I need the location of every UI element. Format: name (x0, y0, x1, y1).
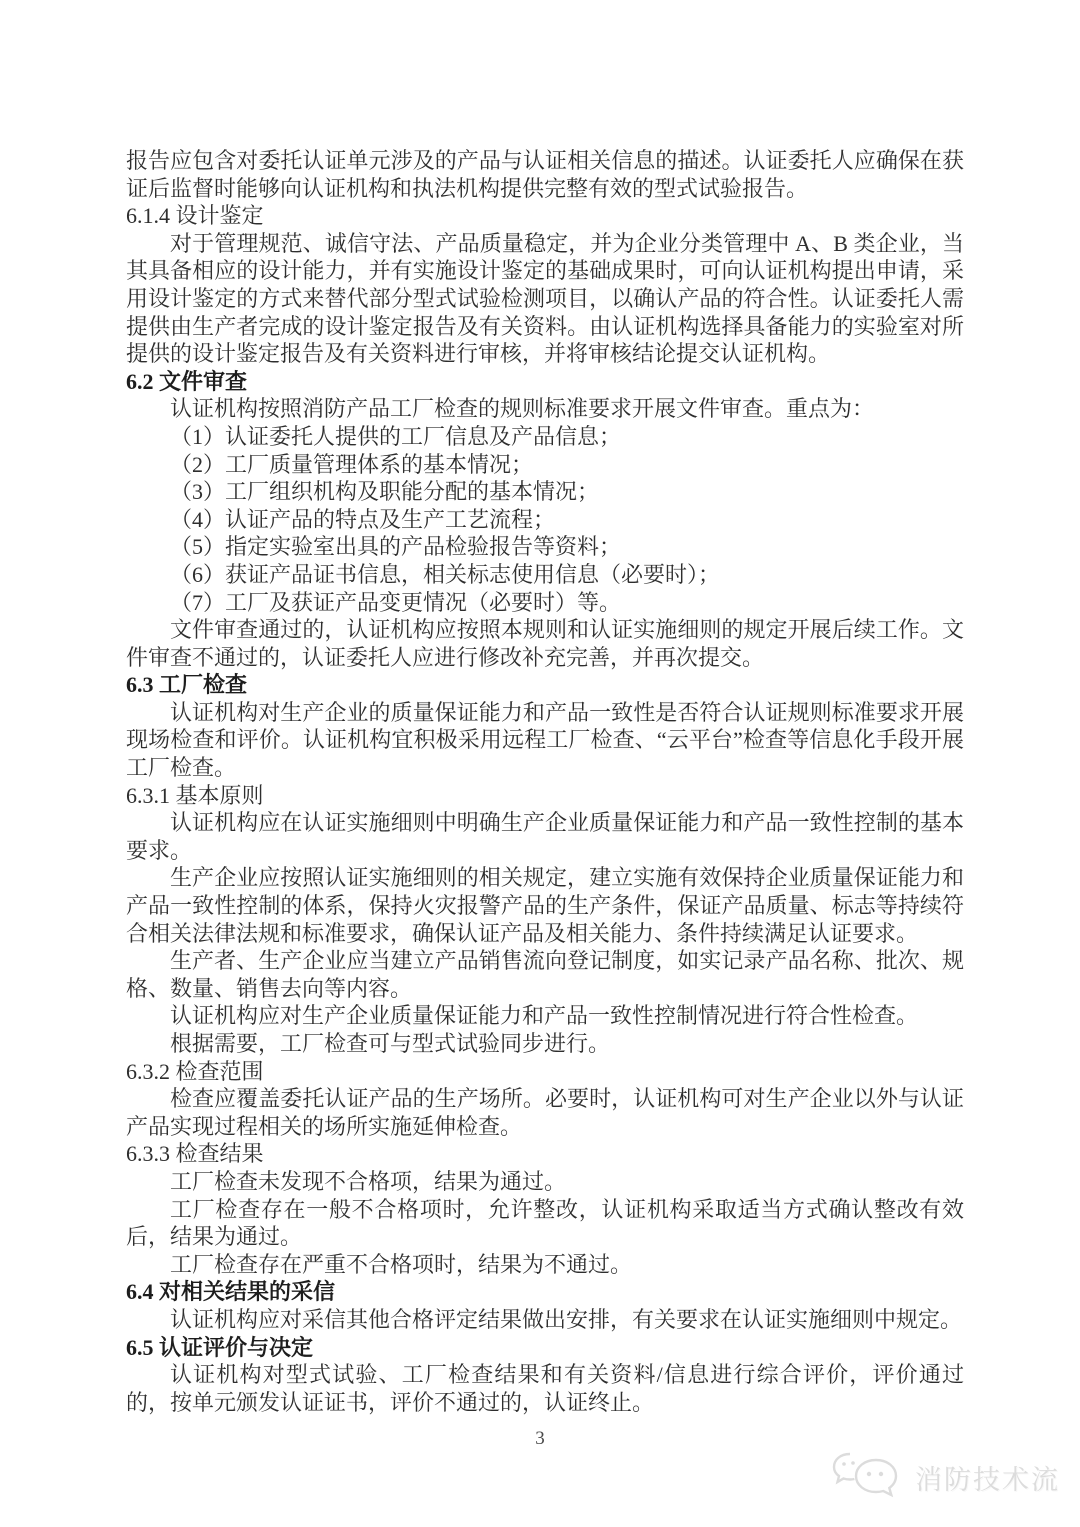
text-block: 6.3.3 检查结果 (126, 1141, 264, 1167)
text-block: 认证机构应在认证实施细则中明确生产企业质量保证能力和产品一致性控制的基本要求。 (126, 810, 964, 863)
text-block: 6.3 工厂检查 (126, 672, 248, 698)
text-block: 工厂检查存在严重不合格项时，结果为不通过。 (170, 1251, 633, 1277)
text-block: 认证机构按照消防产品工厂检查的规则标准要求开展文件审查。重点为： (170, 396, 875, 422)
chat-bubbles-icon (831, 1450, 905, 1504)
text-block: 根据需要，工厂检查可与型式试验同步进行。 (170, 1031, 611, 1056)
text-block: （7）工厂及获证产品变更情况（必要时）等。 (170, 589, 622, 615)
text-block: 报告应包含对委托认证单元涉及的产品与认证相关信息的描述。认证委托人应确保在获证后监督时能够向认证机构和执法机构提供完整有效的型式试验报告。 (126, 148, 964, 201)
text-block: 检查应覆盖委托认证产品的生产场所。必要时，认证机构可对生产企业以外与认证产品实现过程相关的场所实施延伸检查。 (126, 1086, 964, 1139)
text-block: （4）认证产品的特点及生产工艺流程； (170, 506, 556, 532)
document-blocks (126, 147, 964, 1416)
text-block: （1）认证委托人提供的工厂信息及产品信息； (170, 423, 622, 449)
watermark (831, 1450, 1060, 1504)
text-block: 对于管理规范、诚信守法、产品质量稳定，并为企业分类管理中 A、B 类企业，当其具备相应的设计能力，并有实施设计鉴定的基础成果时，可向认证机构提出申请，采用设计鉴定的方式来替代部分型式试验检测项目，以确认产品的符合性。认证委托人需提供由生产者完成的设计鉴定报告及有关资料。由认证机构选择具备能力的实验室对所提供的设计鉴定报告及有关资料进行审核，并将审核结论提交认证机构。 (126, 230, 964, 367)
text-block: （6）获证产品证书信息，相关标志使用信息（必要时）； (170, 561, 721, 587)
text-block: 文件审查通过的，认证机构应按照本规则和认证实施细则的规定开展后续工作。文件审查不通过的，认证委托人应进行修改补充完善，并再次提交。 (126, 617, 964, 670)
text-block: 6.2 文件审查 (126, 368, 248, 394)
page-number: 3 (535, 1428, 545, 1449)
text-block: （5）指定实验室出具的产品检验报告等资料； (170, 534, 622, 560)
text-block: 6.3.2 检查范围 (126, 1058, 264, 1084)
text-block: （3）工厂组织机构及职能分配的基本情况； (170, 479, 600, 505)
text-block: 认证机构对生产企业的质量保证能力和产品一致性是否符合认证规则标准要求开展现场检查和评价。认证机构宜积极采用远程工厂检查、“云平台”检查等信息化手段开展工厂检查。 (126, 699, 964, 781)
text-block: 工厂检查存在一般不合格项时，允许整改，认证机构采取适当方式确认整改有效后，结果为通过。 (126, 1196, 964, 1250)
text-block: 生产企业应按照认证实施细则的相关规定，建立实施有效保持企业质量保证能力和产品一致性控制的体系，保持火灾报警产品的生产条件，保证产品质量、标志等持续符合相关法律法规和标准要求，确保认证产品及相关能力、条件持续满足认证要求。 (126, 865, 964, 946)
text-block: 生产者、生产企业应当建立产品销售流向登记制度，如实记录产品名称、批次、规格、数量、销售去向等内容。 (126, 948, 964, 1001)
text-block: 6.1.4 设计鉴定 (126, 203, 264, 229)
text-block: 6.4 对相关结果的采信 (126, 1279, 336, 1305)
text-block: （2）工厂质量管理体系的基本情况； (170, 451, 534, 477)
text-block: 工厂检查未发现不合格项，结果为通过。 (170, 1168, 567, 1194)
page-footer (0, 1428, 1080, 1450)
text-block: 6.3.1 基本原则 (126, 782, 264, 808)
text-block: 认证机构应对采信其他合格评定结果做出安排，有关要求在认证实施细则中规定。 (170, 1306, 963, 1332)
watermark-text: 消防技术流 (915, 1464, 1060, 1495)
text-block: 6.5 认证评价与决定 (126, 1334, 314, 1360)
text-block: 认证机构对型式试验、工厂检查结果和有关资料/信息进行综合评价，评价通过的，按单元颁发认证证书，评价不通过的，认证终止。 (126, 1362, 964, 1415)
text-block: 认证机构应对生产企业质量保证能力和产品一致性控制情况进行符合性检查。 (170, 1003, 919, 1029)
